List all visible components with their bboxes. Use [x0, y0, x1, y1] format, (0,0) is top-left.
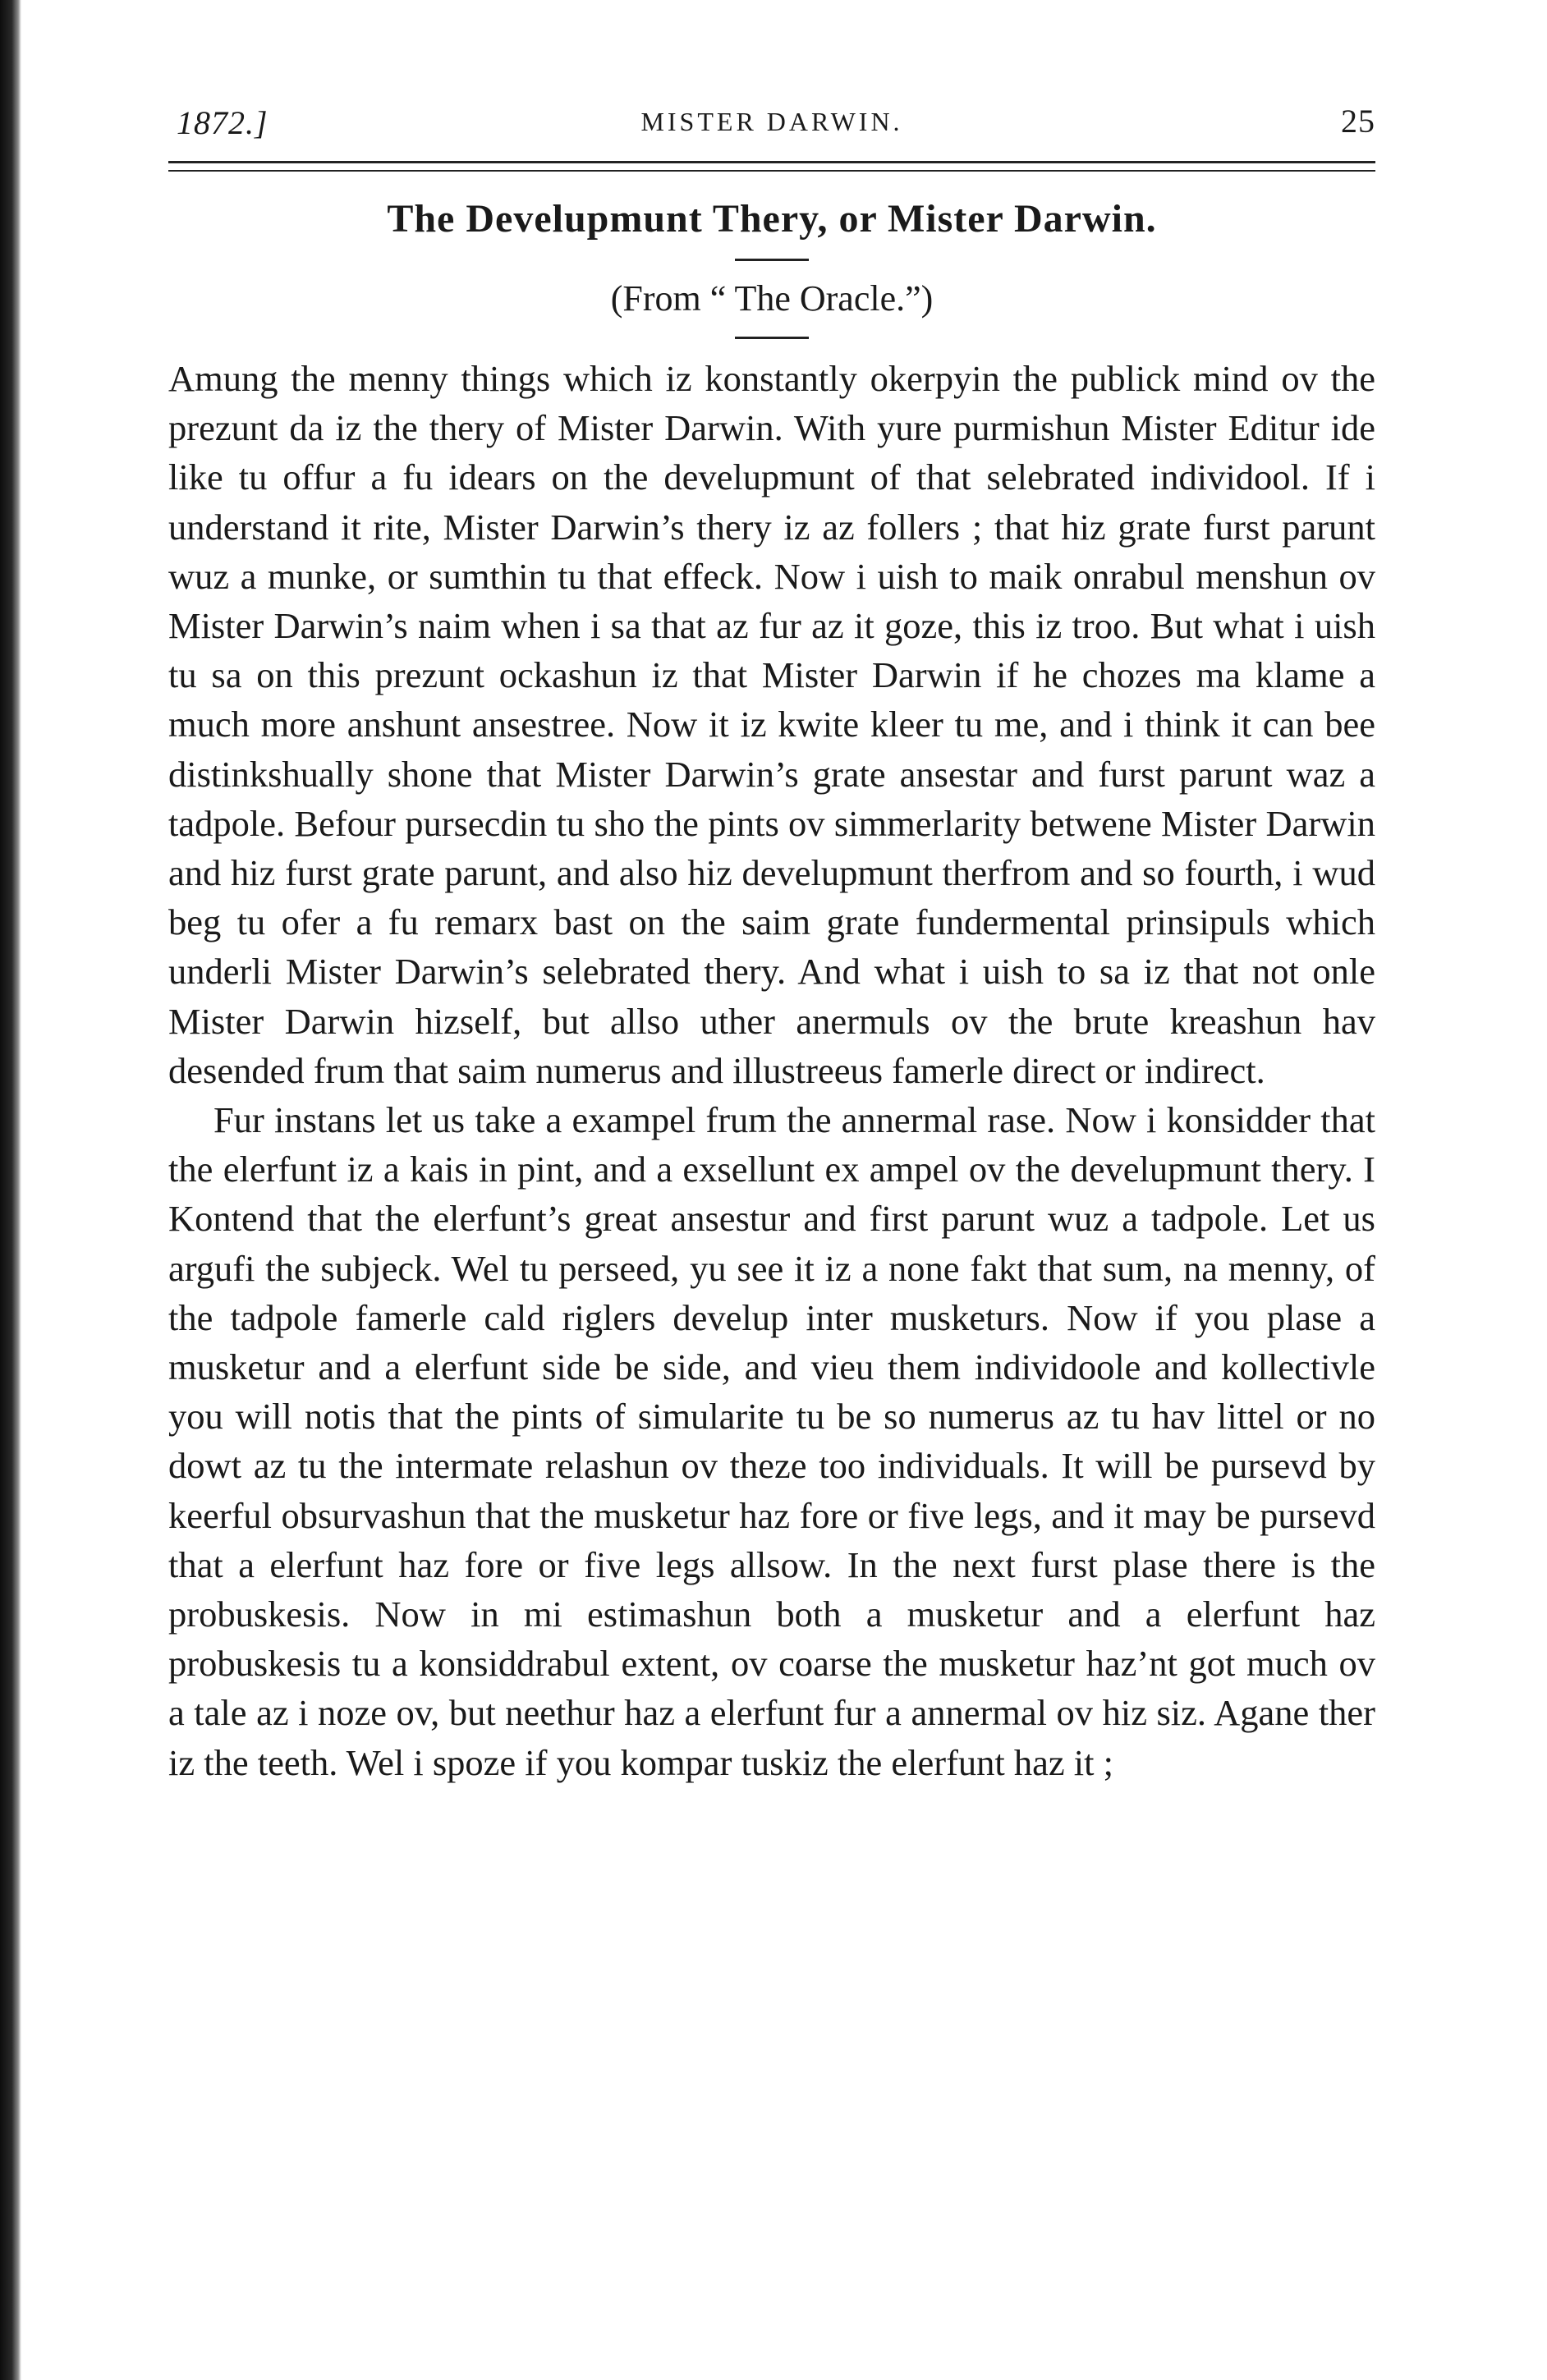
header-rule	[168, 161, 1375, 172]
title-rule	[735, 259, 809, 261]
document-page	[168, 99, 1375, 1787]
running-head-date: 1872.]	[177, 104, 269, 141]
paragraph-2: Fur instans let us take a exampel frum the annermal rase. Now i konsidder that the elerfunt iz a kais in pint, and a exsellunt ex ampel ov the develupmunt thery. I Kontend that the elerfunt’s great ansestur and first parunt wuz a tadpole. Let us argufi the subjeck. Wel tu perseed, yu see it iz a none fakt that sum, na menny, of the tadpole famerle cald riglers develup inter musketurs. Now if you plase a musketur and a elerfunt side be side, and vieu them individoole and kollectivle you will notis that the pints of simularite tu be so numerus az tu hav littel or no dowt az tu the intermate relashun ov theze too individuals. It will be pursevd by keerful obsurvashun that the musketur haz fore or five legs, and it may be pursevd that a elerfunt haz fore or five legs allsow. In the next furst plase there is the probuskesis. Now in mi estimashun both a musketur and a elerfunt haz probuskesis tu a konsiddrabul extent, ov coarse the musketur haz’nt got much ov a tale az i noze ov, but neethur haz a elerfunt fur a annermal ov hiz siz. Agane ther iz the teeth. Wel i spoze if you kompar tuskiz the elerfunt haz it ;	[168, 1099, 1375, 1783]
scan-binding-edge	[0, 0, 21, 2380]
article-source: (From “ The Oracle.”)	[610, 278, 934, 319]
source-rule	[735, 337, 809, 339]
running-head	[168, 99, 1375, 156]
page-number: 25	[1341, 103, 1375, 140]
article-title: The Develupmunt Thery, or Mister Darwin.	[387, 197, 1157, 241]
paragraph-1: Amung the menny things which iz konstantly okerpyin the publick mind ov the prezunt da iz the thery of Mister Darwin. With yure purmishun Mister Editur ide like tu offur a fu idears on the develupmunt of that selebrated individool. If i understand it rite, Mister Darwin’s thery iz az follers ; that hiz grate furst parunt wuz a munke, or sumthin tu that effeck. Now i uish to maik onrabul menshun ov Mister Darwin’s naim when i sa that az fur az it goze, this iz troo. But what i uish tu sa on this prezunt ockashun iz that Mister Darwin if he chozes ma klame a much more anshunt ansestree. Now it iz kwite kleer tu me, and i think it can bee distinkshually shone that Mister Darwin’s grate ansestar and furst parunt waz a tadpole. Befour pursecdin tu sho the pints ov simmerlarity betwene Mister Darwin and hiz furst grate parunt, and also hiz develupmunt therfrom and so fourth, i wud beg tu ofer a fu remarx bast on the saim grate fundermental prinsipuls which underli Mister Darwin’s selebrated thery. And what i uish to sa iz that not onle Mister Darwin hizself, but allso uther anermuls ov the brute kreashun hav desended frum that saim numerus and illustreeus famerle direct or indirect.	[168, 358, 1375, 1091]
running-head-title: MISTER DARWIN.	[640, 107, 903, 136]
